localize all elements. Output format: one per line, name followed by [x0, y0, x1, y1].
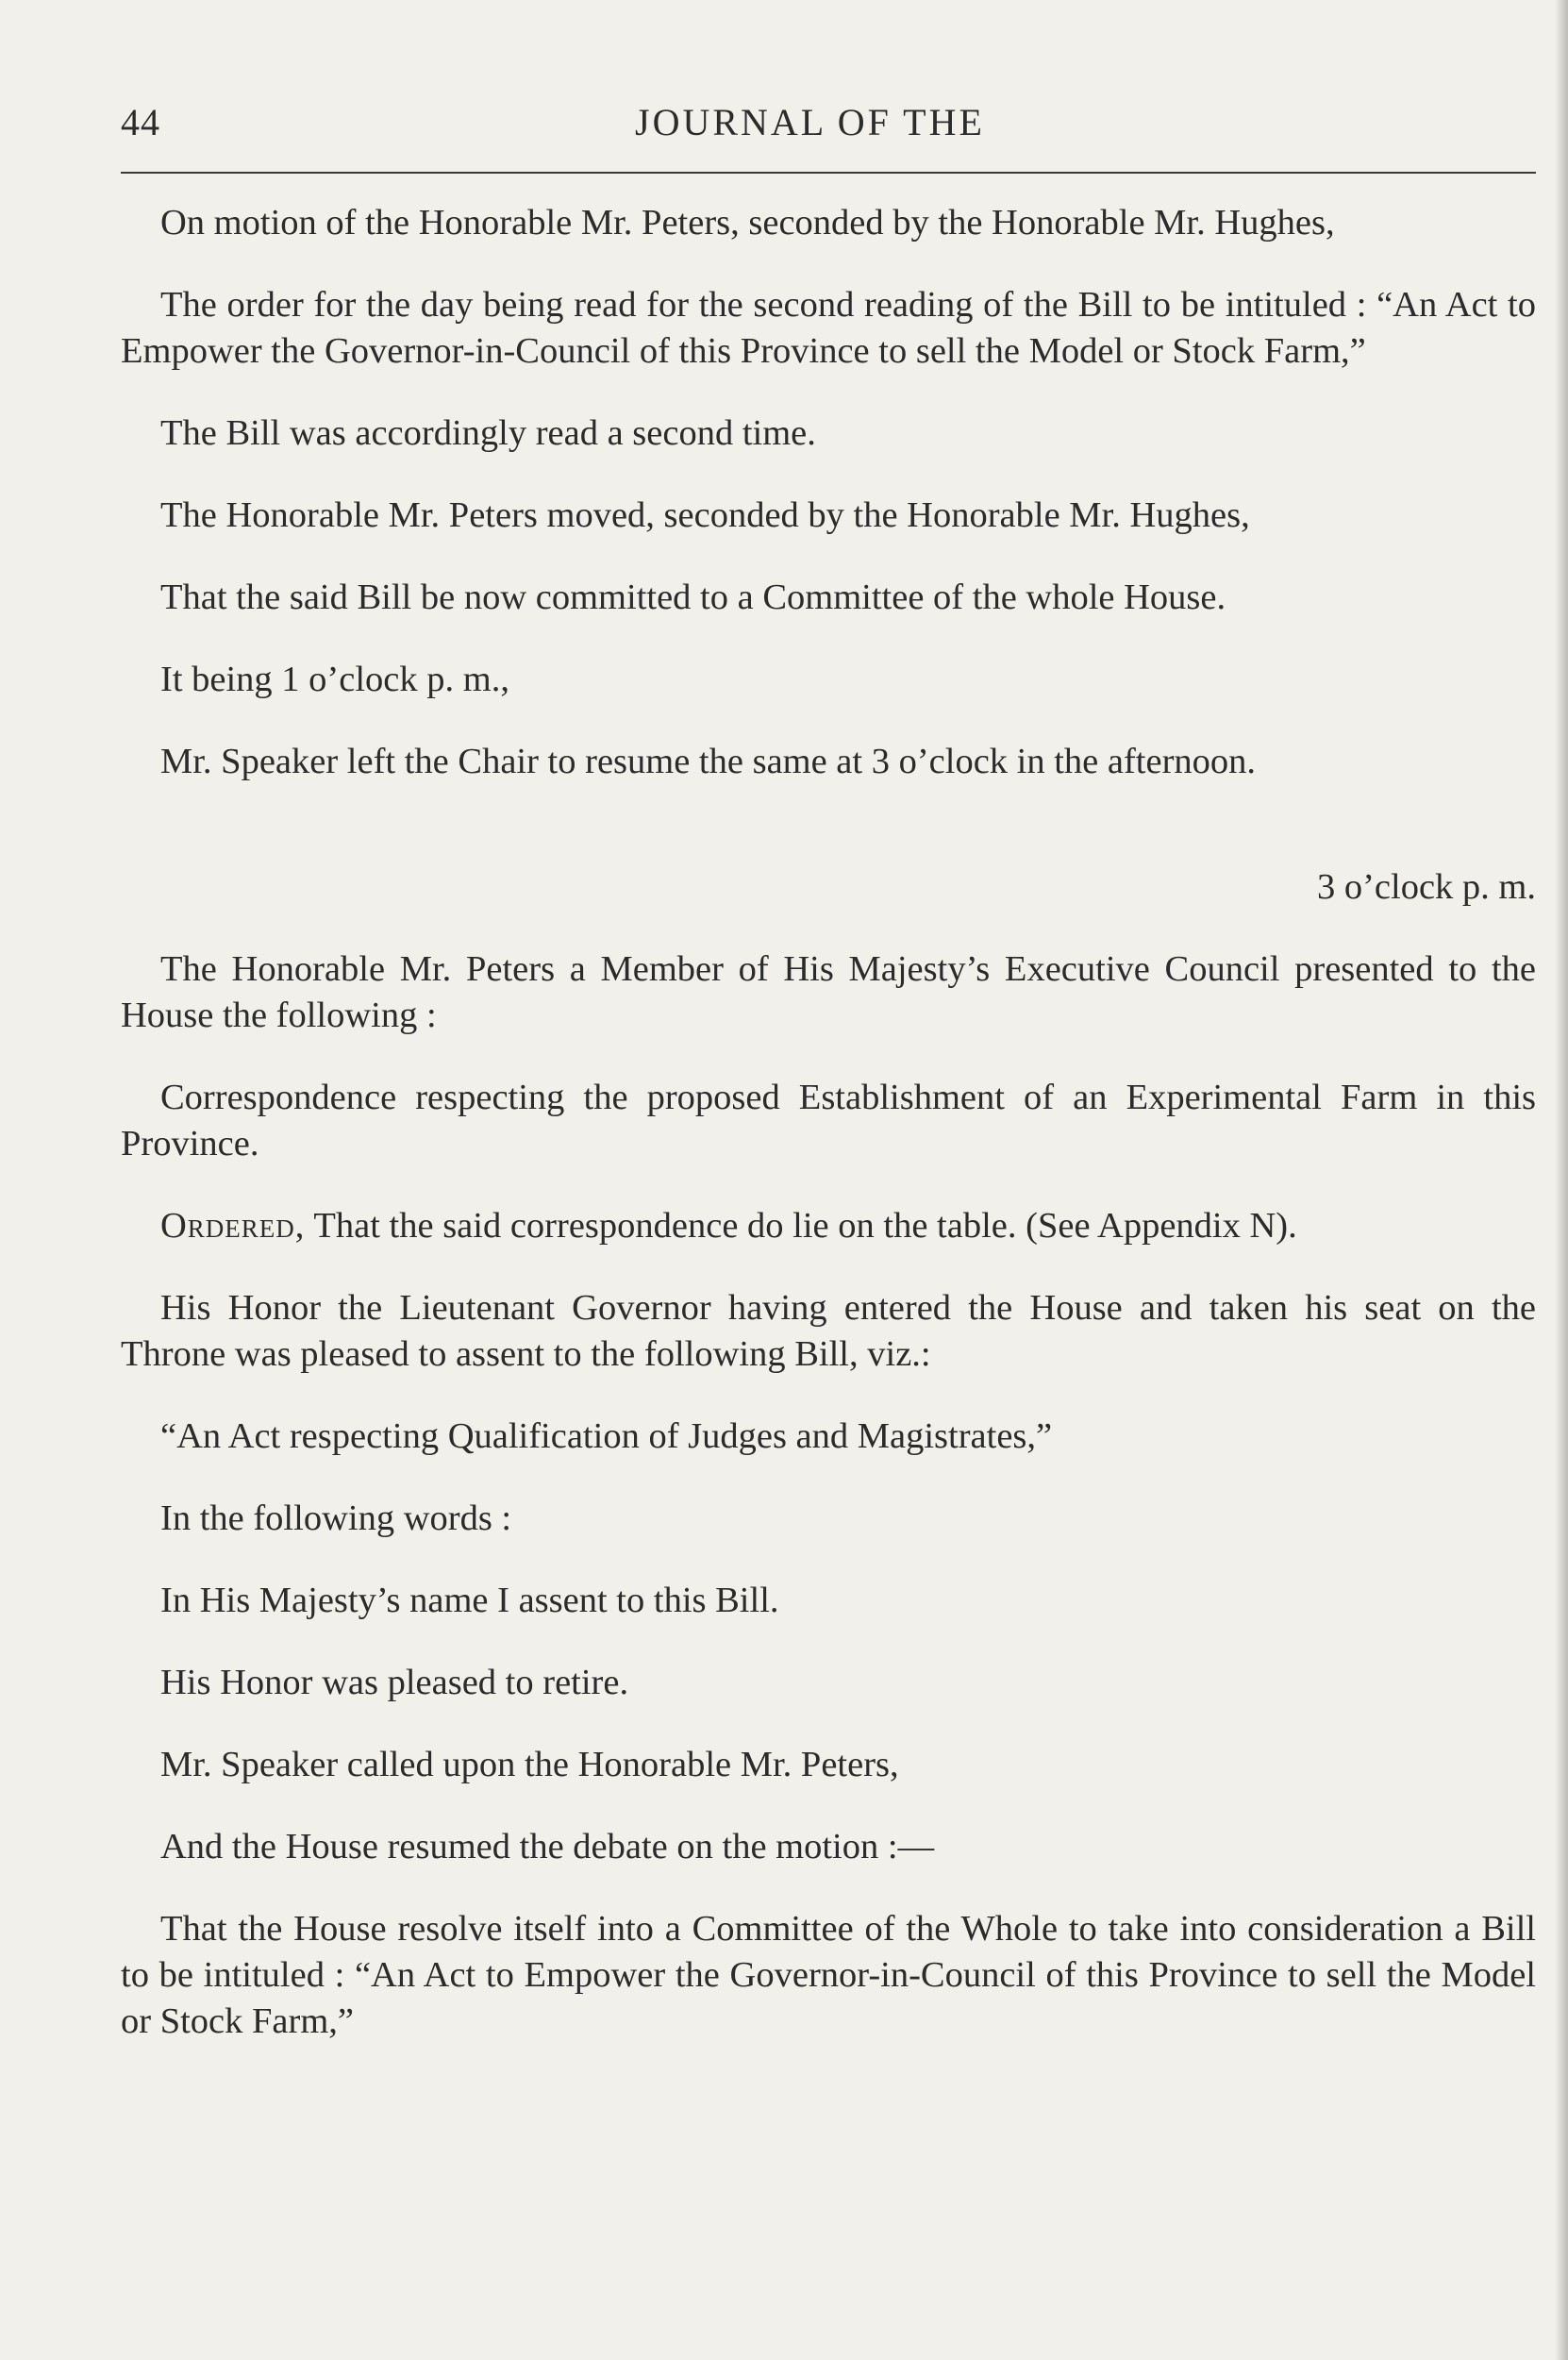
header-rule	[121, 172, 1536, 174]
paragraph-following-words: In the following words :	[160, 1498, 512, 1538]
paragraph-lieutenant-governor: His Honor the Lieutenant Governor having entered the House and taken his seat on the Throne was pleased to assent to the following Bill, viz.:	[121, 1288, 1536, 1374]
paragraph-speaker-left: Mr. Speaker left the Chair to resume the same at 3 o’clock in the afternoon.	[160, 742, 1257, 781]
paragraph-ordered	[121, 1203, 1536, 1249]
paragraph-order-of-day: The order for the day being read for the second reading of the Bill to be intituled : “An Act to Empower the Governor-in-Council of this Province to sell the Model or Stock Farm,”	[121, 285, 1536, 371]
page-number: 44	[121, 101, 160, 143]
journal-title: JOURNAL OF THE	[635, 101, 985, 143]
paragraph-correspondence: Correspondence respecting the proposed Establishment of an Experimental Farm in this Province.	[121, 1078, 1536, 1163]
paragraph-retire: His Honor was pleased to retire.	[160, 1663, 629, 1702]
ordered-lead: Ordered,	[160, 1206, 306, 1246]
journal-body	[121, 200, 1536, 2081]
paragraph-executive-council: The Honorable Mr. Peters a Member of His Majesty’s Executive Council presented to the House the following :	[121, 949, 1536, 1035]
paragraph-speaker-called: Mr. Speaker called upon the Honorable Mr. Peters,	[160, 1745, 899, 1784]
paragraph-peters-moved: The Honorable Mr. Peters moved, seconded by the Honorable Mr. Hughes,	[160, 495, 1250, 535]
paragraph-resumed-debate: And the House resumed the debate on the motion :—	[160, 1827, 935, 1866]
page-edge-shadow	[1555, 0, 1568, 2360]
running-head	[121, 94, 1536, 151]
paragraph-motion-peters: On motion of the Honorable Mr. Peters, seconded by the Honorable Mr. Hughes,	[160, 203, 1335, 243]
paragraph-second-reading: The Bill was accordingly read a second time.	[160, 413, 816, 453]
paragraph-one-oclock: It being 1 o’clock p. m.,	[160, 660, 509, 699]
ordered-text: That the said correspondence do lie on the table. (See Appendix N).	[305, 1206, 1297, 1246]
paragraph-committed: That the said Bill be now committed to a Committee of the whole House.	[160, 577, 1226, 617]
paragraph-assent: In His Majesty’s name I assent to this Bill.	[160, 1581, 779, 1620]
paragraph-resolve-committee: That the House resolve itself into a Committee of the Whole to take into consideration a Bill to be intituled : “An Act to Empower the Governor-in-Council of this Province to sell the Model or Stock Farm,”	[121, 1909, 1536, 2041]
paragraph-act-qualification: “An Act respecting Qualification of Judges and Magistrates,”	[160, 1416, 1053, 1456]
time-stamp: 3 o’clock p. m.	[1316, 867, 1536, 907]
